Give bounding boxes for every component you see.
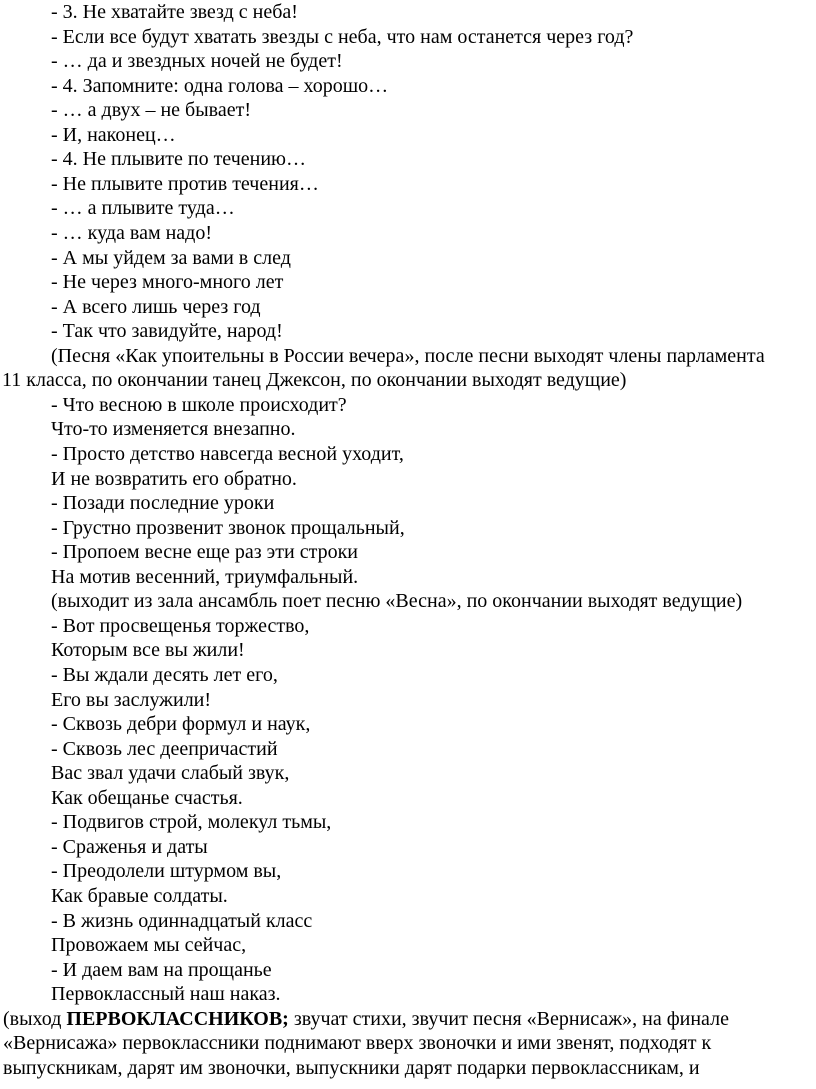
- text-line: - 4. Не плывите по течению…: [51, 148, 306, 170]
- text-line: - … куда вам надо!: [51, 222, 213, 244]
- stage-direction-line: (выходит из зала ансамбль поет песню «Весна», по окончании выходят ведущие): [51, 590, 743, 612]
- stage-direction-line: (Песня «Как упоительны в России вечера», после песни выходят члены парламента: [51, 345, 765, 367]
- text-line: Как обещанье счастья.: [51, 787, 243, 809]
- text-line: Его вы заслужили!: [51, 689, 212, 711]
- text-line: - Позади последние уроки: [51, 492, 275, 514]
- text-line: На мотив весенний, триумфальный.: [51, 566, 359, 588]
- text-line: - … а плывите туда…: [51, 197, 235, 219]
- stage-direction-line: 11 класса, по окончании танец Джексон, по окончании выходят ведущие): [2, 369, 627, 391]
- text-line: - 3. Не хватайте звезд с неба!: [51, 1, 298, 23]
- text-line: - И, наконец…: [51, 124, 176, 146]
- text-line: - … а двух – не бывает!: [51, 99, 251, 121]
- text-line: - Грустно прозвенит звонок прощальный,: [51, 517, 405, 539]
- stage-direction-rest: звучат стихи, звучит песня «Вернисаж», на финале: [288, 1008, 729, 1030]
- text-line: - Так что завидуйте, народ!: [51, 320, 283, 342]
- text-line: Провожаем мы сейчас,: [51, 934, 247, 956]
- text-line: - Подвигов строй, молекул тьмы,: [51, 811, 332, 833]
- text-line: Вас звал удачи слабый звук,: [51, 762, 290, 784]
- stage-direction-paragraph: [3, 1007, 729, 1031]
- text-line: - Вы ждали десять лет его,: [51, 664, 278, 686]
- text-line: - Сквозь лес деепричастий: [51, 738, 278, 760]
- text-line: - 4. Запомните: одна голова – хорошо…: [51, 75, 389, 97]
- stage-direction-line: выпускникам, дарят им звоночки, выпускники дарят подарки первоклассникам, и: [3, 1057, 700, 1079]
- text-line: - Не плывите против течения…: [51, 173, 319, 195]
- text-line: - Сквозь дебри формул и наук,: [51, 713, 311, 735]
- text-line: - Просто детство навсегда весной уходит,: [51, 443, 404, 465]
- first-graders-heading: ПЕРВОКЛАССНИКОВ;: [66, 1008, 289, 1030]
- text-line: И не возвратить его обратно.: [51, 468, 297, 490]
- text-line: - В жизнь одиннадцатый класс: [51, 910, 313, 932]
- text-line: - Преодолели штурмом вы,: [51, 860, 282, 882]
- text-line: Что-то изменяется внезапно.: [51, 418, 296, 440]
- text-line: Которым все вы жили!: [51, 639, 245, 661]
- text-line: - Вот просвещенья торжество,: [51, 615, 310, 637]
- text-line: - Пропоем весне еще раз эти строки: [51, 541, 358, 563]
- text-line: - Что весною в школе происходит?: [51, 394, 347, 416]
- text-line: - А мы уйдем за вами в след: [51, 247, 291, 269]
- text-line: - … да и звездных ночей не будет!: [51, 50, 343, 72]
- stage-direction-prefix: (выход: [3, 1008, 67, 1030]
- stage-direction-line: «Вернисажа» первоклассники поднимают вверх звоночки и ими звенят, подходят к: [3, 1032, 712, 1054]
- text-line: - И даем вам на прощанье: [51, 959, 272, 981]
- text-line: Как бравые солдаты.: [51, 885, 228, 907]
- text-line: - Если все будут хватать звезды с неба, что нам останется через год?: [51, 26, 634, 48]
- text-line: - А всего лишь через год: [51, 296, 261, 318]
- text-line: - Сраженья и даты: [51, 836, 208, 858]
- text-line: Первоклассный наш наказ.: [51, 983, 281, 1005]
- text-line: - Не через много-много лет: [51, 271, 284, 293]
